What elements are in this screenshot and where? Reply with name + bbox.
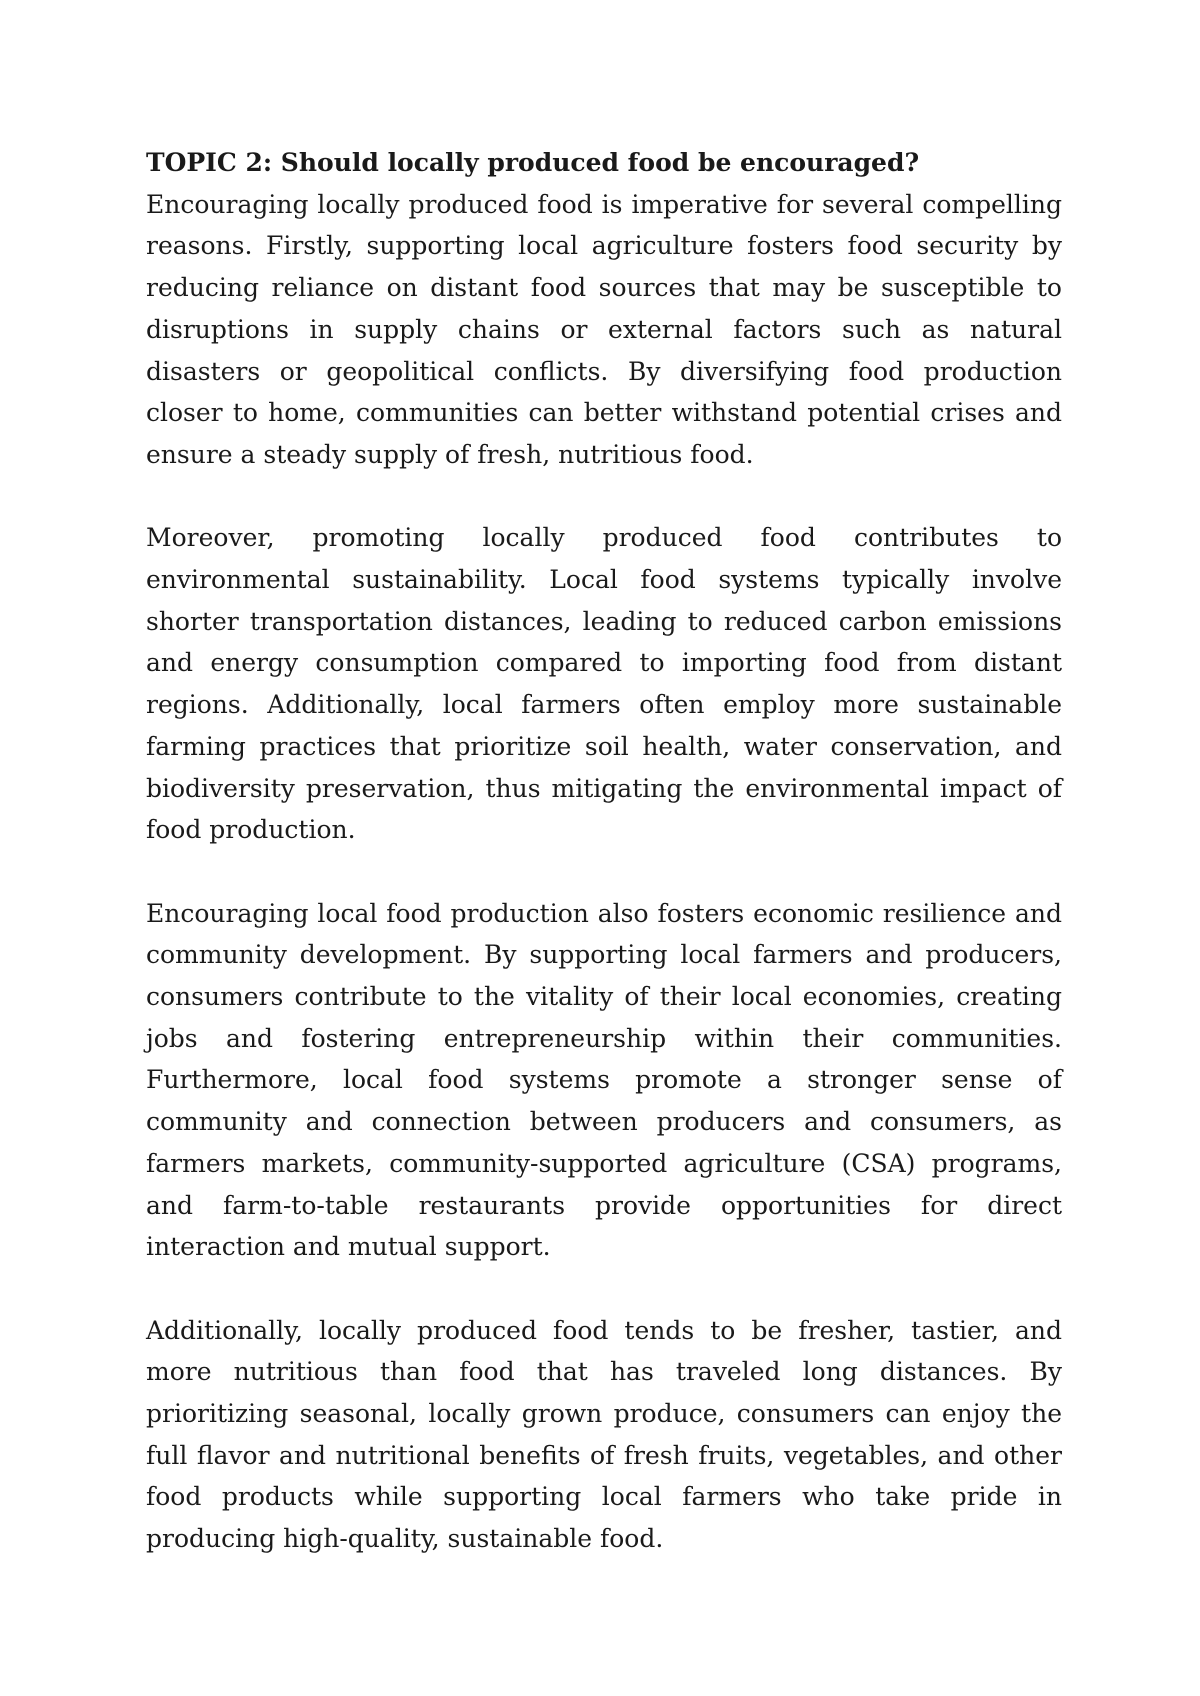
paragraph-food-security: Encouraging locally produced food is imperative for several compelling reasons. Firstly, supporting local agriculture fosters food security by reducing reliance on distant food sources that may be susceptible to disruptions in supply chains or external factors such as natural disasters or geopolitical conflicts. By diversifying food production closer to home, communities can better withstand potential crises and ensure a steady supply of fresh, nutritious food. — [146, 189, 1062, 469]
paragraph-economic-resilience: Encouraging local food production also fosters economic resilience and community development. By supporting local farmers and producers, consumers contribute to the vitality of their local economies, creating jobs and fostering entrepreneurship within their communities. Furthermore, local food systems promote a stronger sense of community and connection between producers and consumers, as farmers markets, community-supported agriculture (CSA) programs, and farm-to-table restaurants provide opportunities for direct interaction and mutual support. — [146, 898, 1062, 1262]
paragraph-environmental-sustainability: Moreover, promoting locally produced food contributes to environmental sustainability. Local food systems typically involve shorter transportation distances, leading to reduced carbon emissions and energy consumption compared to importing food from distant regions. Additionally, local farmers often employ more sustainable farming practices that prioritize soil health, water conservation, and biodiversity preservation, thus mitigating the environmental impact of food production. — [146, 523, 1062, 845]
document-title: TOPIC 2: Should locally produced food be encouraged? — [146, 148, 920, 177]
document-page — [146, 142, 1062, 1560]
paragraph-freshness-nutrition: Additionally, locally produced food tends to be fresher, tastier, and more nutritious than food that has traveled long distances. By prioritizing seasonal, locally grown produce, consumers can enjoy the full flavor and nutritional benefits of fresh fruits, vegetables, and other food products while supporting local farmers who take pride in producing high-quality, sustainable food. — [146, 1315, 1062, 1554]
